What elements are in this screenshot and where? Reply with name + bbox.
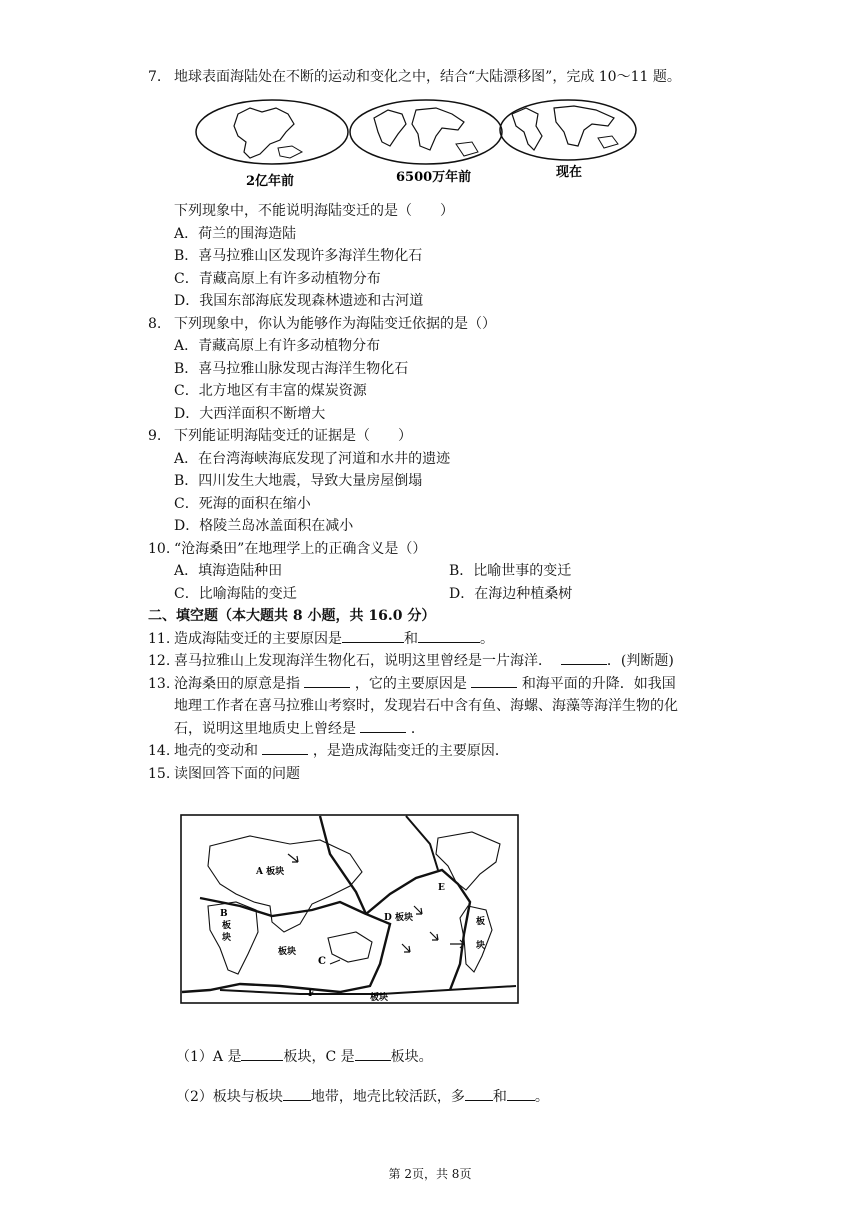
question-number: 7. [148,69,162,85]
text-segment: 。 [534,1089,549,1105]
plate-b-label: B [220,909,228,919]
answer-blank[interactable] [283,1086,311,1101]
text-segment: 。 [480,631,494,647]
question-stem: 下列现象中，你认为能够作为海陆变迁依据的是（） [174,316,496,332]
option-a: A．填海造陆种田 [174,563,283,579]
plate-d-label: D 板块 [384,913,413,923]
answer-blank[interactable] [304,673,350,688]
question-number: 14. [148,743,171,759]
option-c: C．比喻海陆的变迁 [174,586,297,602]
text-segment: 板块。 [390,1049,433,1065]
option-b: B．四川发生大地震，导致大量房屋倒塌 [174,473,423,489]
question-stem [174,740,728,762]
text-segment: 和海平面的升降．如我国 [521,676,676,692]
label-200ma: 2亿年前 [246,174,295,188]
pangaea-fragment [278,146,302,158]
answer-blank[interactable] [471,673,517,688]
question-number: 8. [148,316,162,332]
question-14 [148,740,728,762]
question-7 [148,66,748,88]
option-c: C．青藏高原上有许多动植物分布 [174,271,381,287]
page-footer: 第 2页，共 8页 [388,1167,472,1181]
option-d: D．大西洋面积不断增大 [174,406,326,422]
question-8 [148,313,728,335]
option-b: B．喜马拉雅山区发现许多海洋生物化石 [174,248,423,264]
text-segment: ，它的主要原因是 [354,676,467,692]
present-australia [598,136,618,148]
option-c: C．北方地区有丰富的煤炭资源 [174,383,367,399]
question-stem: 地球表面海陆处在不断的运动和变化之中，结合“大陆漂移图”，完成 10～11 题。 [174,69,681,85]
question-11 [148,628,728,650]
question-13-line-2: 地理工作者在喜马拉雅山考察时，发现岩石中含有鱼、海螺、海藻等海洋生物的化 [174,698,678,714]
option-a: A．荷兰的围海造陆 [174,226,297,242]
option-d: D．格陵兰岛冰盖面积在减小 [174,518,354,534]
plate-label: 板 [476,917,486,927]
question-15-part-2 [176,1086,549,1108]
question-stem [174,628,728,650]
plate-b-label: 块 [222,933,232,943]
option-b: B．喜马拉雅山脉发现古海洋生物化石 [174,361,409,377]
question-number: 13. [148,676,171,692]
plate-label: 板块 [370,993,389,1003]
text-segment: 造成海陆变迁的主要原因是 [174,631,342,647]
plate-c-label: C [318,956,326,967]
americas-landmass [374,110,406,146]
question-10 [148,538,728,560]
question-13 [148,673,728,695]
australia-landmass [456,142,478,156]
text-segment: 沧海桑田的原意是指 [174,676,300,692]
answer-blank[interactable] [360,718,406,733]
option-d: D．我国东部海底发现森林遗迹和古河道 [174,293,424,309]
question-number: 10. [148,541,171,557]
question-12 [148,650,748,672]
text-segment: 喜马拉雅山上发现海洋生物化石，说明这里曾经是一片海洋． [174,653,552,669]
plate-e-label: E [438,883,445,893]
option-a: A．在台湾海峡海底发现了河道和水井的遗迹 [174,451,451,467]
text-segment: 和 [492,1089,507,1105]
question-7-subquestion: 下列现象中，不能说明海陆变迁的是（ ） [174,203,454,219]
option-d: D．在海边种植桑树 [449,586,573,602]
answer-blank[interactable] [561,650,607,665]
text-segment: （2）板块与板块 [176,1089,283,1105]
question-number: 15. [148,766,171,782]
question-number: 11. [148,631,171,647]
question-number: 9. [148,428,162,444]
answer-blank[interactable] [507,1086,535,1101]
question-number: 12. [148,653,171,669]
present-americas [512,108,542,150]
label-65ma: 6500万年前 [396,170,472,185]
answer-blank[interactable] [418,628,480,643]
question-stem: 读图回答下面的问题 [174,766,300,782]
text-segment: 地带，地壳比较活跃，多 [310,1089,465,1105]
question-15 [148,763,728,785]
label-present: 现在 [556,165,583,180]
question-13-line-3 [174,718,425,740]
answer-blank[interactable] [355,1046,391,1061]
answer-blank[interactable] [465,1086,493,1101]
option-c: C．死海的面积在缩小 [174,496,311,512]
question-stem: 下列能证明海陆变迁的证据是（ ） [174,428,412,444]
answer-blank[interactable] [342,628,404,643]
text-segment: ． [410,721,425,737]
question-stem: “沧海桑田”在地理学上的正确含义是（） [174,541,427,557]
continental-drift-figure [190,96,640,188]
question-stem [174,650,748,672]
text-segment: （1）A 是 [176,1049,242,1065]
answer-blank[interactable] [262,740,308,755]
plate-a-label: A 板块 [256,867,285,877]
text-segment: 和 [404,631,418,647]
text-segment: 地壳的变动和 [174,743,258,759]
text-segment: ，是造成海陆变迁的主要原因． [312,743,509,759]
question-9 [148,425,728,447]
text-segment: 板块，C 是 [283,1049,355,1065]
text-segment: 石，说明这里地质史上曾经是 [174,721,356,737]
plate-b-label: 板 [222,921,232,931]
question-15-part-1 [176,1046,433,1068]
plate-f-label: F [308,989,315,999]
question-stem [174,673,728,695]
plate-label: 块 [476,941,486,951]
section-heading-fill-in: 二、填空题（本大题共 8 小题，共 16.0 分） [148,608,436,624]
plate-label: 板块 [278,947,297,957]
option-a: A．青藏高原上有许多动植物分布 [174,338,381,354]
option-b: B．比喻世事的变迁 [449,563,572,579]
plate-tectonics-map [180,814,520,1006]
answer-blank[interactable] [241,1046,283,1061]
text-segment: ．(判断题) [606,653,674,669]
